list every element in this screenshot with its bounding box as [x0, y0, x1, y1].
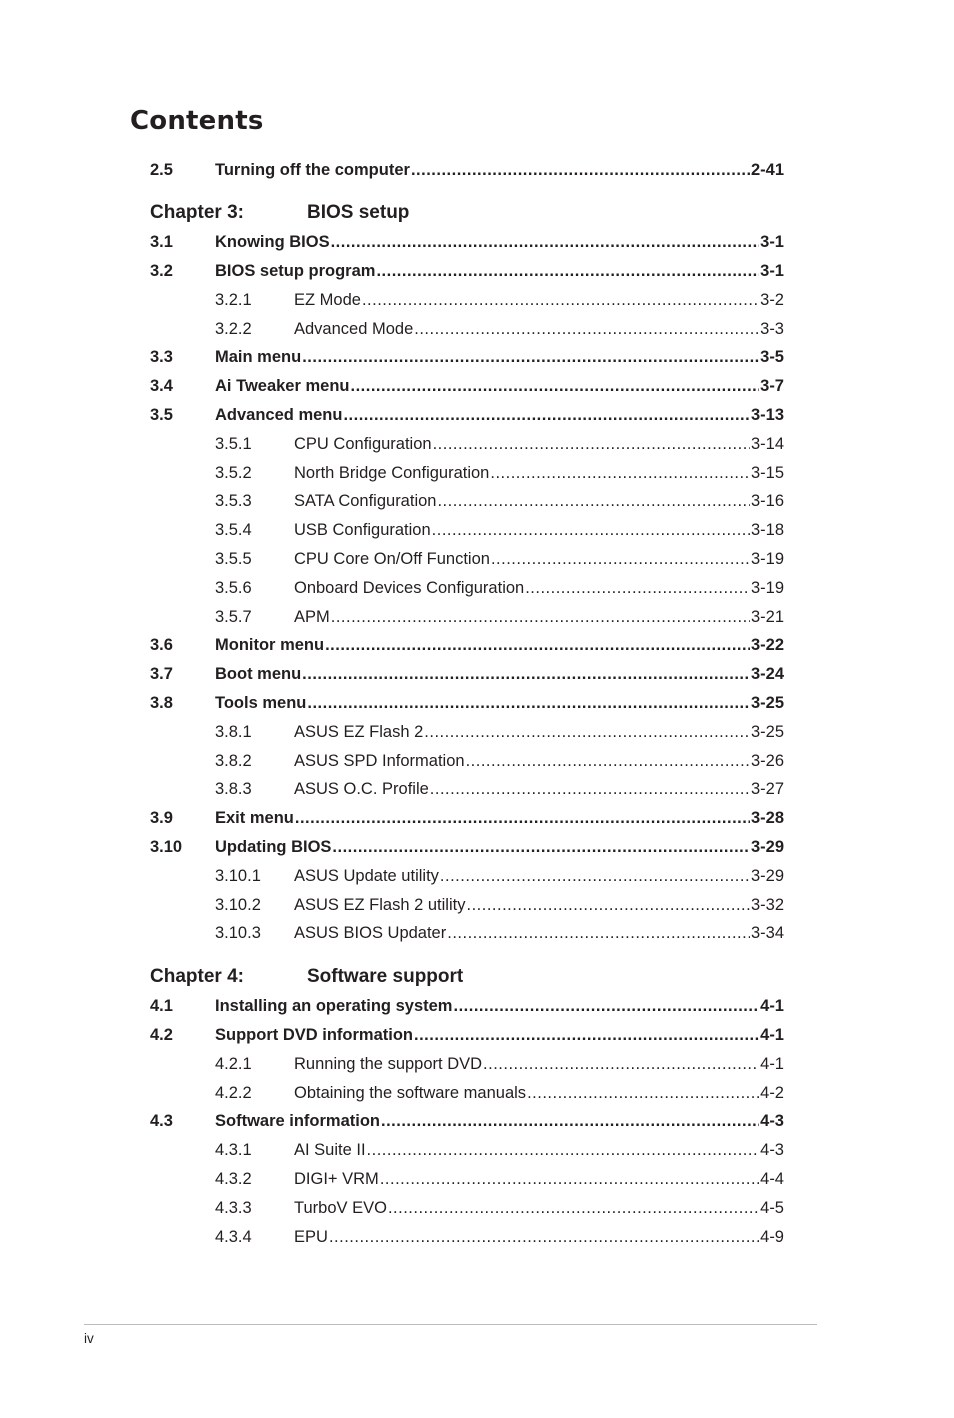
- toc-entry-line: [294, 290, 784, 310]
- toc-entry-line: [294, 1227, 784, 1247]
- toc-entry-number: 3.9: [150, 809, 173, 828]
- toc-entry-title: Support DVD information: [215, 1026, 413, 1045]
- toc-subsection-entry[interactable]: [150, 545, 784, 574]
- toc-entry-number: 4.2.1: [215, 1054, 252, 1073]
- toc-subsection-entry[interactable]: [150, 602, 784, 631]
- dot-leader: [424, 722, 750, 742]
- dot-leader: [343, 405, 750, 425]
- toc-entry-page: 4-1: [760, 997, 784, 1016]
- toc-section-entry[interactable]: [150, 689, 784, 718]
- toc-entry-page: 3-22: [750, 636, 784, 655]
- toc-entry-number: 4.3.4: [215, 1227, 252, 1246]
- toc-entry-number: 4.3.2: [215, 1170, 252, 1188]
- dot-leader: [332, 837, 750, 857]
- toc-entry-page: 4-5: [760, 1198, 784, 1217]
- dot-leader: [325, 635, 750, 655]
- dot-leader: [331, 607, 750, 627]
- toc-subsection-entry[interactable]: [150, 1193, 784, 1222]
- toc-section-entry[interactable]: [150, 372, 784, 401]
- toc-entry-title: ASUS EZ Flash 2 utility: [294, 895, 466, 914]
- toc-entry-page: 3-14: [750, 434, 784, 453]
- toc-entry-title: Main menu: [215, 348, 302, 367]
- toc-entry-number: 3.6: [150, 636, 173, 655]
- dot-leader: [432, 520, 750, 540]
- dot-leader: [331, 232, 760, 252]
- toc-entry-title: North Bridge Configuration: [294, 463, 490, 482]
- toc-entry-line: [294, 895, 784, 915]
- toc-entry-page: 3-13: [750, 406, 784, 425]
- toc-subsection-entry[interactable]: [150, 458, 784, 487]
- toc-section-entry[interactable]: [150, 992, 784, 1021]
- toc-entry-page: 3-5: [760, 348, 784, 367]
- toc-entry-title: Ai Tweaker menu: [215, 377, 350, 396]
- toc-entry-number: 3.5.4: [215, 521, 252, 540]
- toc-subsection-entry[interactable]: [150, 1165, 784, 1194]
- toc-entry-title: Software information: [215, 1112, 381, 1131]
- toc-entry-title: ASUS Update utility: [294, 866, 439, 885]
- dot-leader: [414, 1025, 759, 1045]
- dot-leader: [491, 549, 750, 569]
- toc-entry-title: ASUS BIOS Updater: [294, 924, 447, 943]
- toc-entry-line: [294, 520, 784, 540]
- toc-entry-line: [294, 923, 784, 943]
- toc-entry-number: 4.3.3: [215, 1198, 252, 1217]
- dot-leader: [411, 160, 750, 180]
- toc-entry-line: [215, 1111, 784, 1131]
- toc-entry-number: 3.8.3: [215, 780, 252, 799]
- toc-entry-title: ASUS SPD Information: [294, 751, 465, 770]
- dot-leader: [447, 923, 750, 943]
- toc-entry-number: 3.5.6: [215, 578, 252, 597]
- toc-entry-line: [294, 319, 784, 339]
- toc-entry-page: 3-28: [750, 809, 784, 828]
- toc-section-entry[interactable]: [150, 401, 784, 430]
- toc-section-entry[interactable]: [150, 228, 784, 257]
- toc-entry-title: CPU Configuration: [294, 434, 432, 453]
- dot-leader: [466, 751, 750, 771]
- toc-entry-number: 3.1: [150, 233, 173, 252]
- page-title: Contents: [130, 106, 264, 136]
- toc-entry-number: 3.8.1: [215, 722, 252, 741]
- toc-entry-number: 4.2.2: [215, 1083, 252, 1102]
- toc-entry-line: [215, 261, 784, 281]
- toc-entry-page: 4-4: [760, 1170, 784, 1188]
- toc-entry-page: 3-7: [760, 377, 784, 396]
- toc-section-entry[interactable]: [150, 257, 784, 286]
- toc-entry-title: AI Suite II: [294, 1141, 366, 1160]
- footer-page-number: iv: [84, 1331, 94, 1346]
- dot-leader: [466, 895, 749, 915]
- toc-entry-page: 3-15: [750, 463, 784, 482]
- toc-entry-title: Updating BIOS: [215, 838, 332, 857]
- toc-entry-page: 3-32: [750, 895, 784, 914]
- toc-entry-line: [215, 160, 784, 180]
- toc-entry-page: 3-24: [750, 665, 784, 684]
- dot-leader: [351, 376, 760, 396]
- toc-entry-title: Boot menu: [215, 665, 302, 684]
- toc-entry-page: 4-9: [760, 1227, 784, 1246]
- chapter-heading: [150, 198, 784, 228]
- chapter-name: Software support: [307, 965, 464, 987]
- dot-leader: [527, 1083, 759, 1103]
- toc-entry-line: [294, 1083, 784, 1103]
- toc-entry-page: 4-3: [760, 1141, 784, 1160]
- toc-entry-number: 3.8.2: [215, 751, 252, 770]
- toc-entry-page: 3-34: [750, 924, 784, 943]
- dot-leader: [329, 1227, 759, 1247]
- toc-entry-number: 3.5: [150, 406, 173, 425]
- toc-entry-title: USB Configuration: [294, 521, 431, 540]
- table-of-contents: [150, 155, 784, 1251]
- dot-leader: [380, 1169, 759, 1189]
- toc-entry-page: 3-26: [750, 751, 784, 770]
- toc-entry-page: 3-1: [760, 233, 784, 252]
- toc-entry-line: [294, 491, 784, 511]
- toc-entry-page: 4-1: [760, 1054, 784, 1073]
- toc-entry-title: Knowing BIOS: [215, 233, 330, 252]
- toc-subsection-entry[interactable]: [150, 746, 784, 775]
- toc-entry-number: 3.5.3: [215, 492, 252, 511]
- toc-entry-title: ASUS O.C. Profile: [294, 780, 429, 799]
- toc-subsection-entry[interactable]: [150, 487, 784, 516]
- toc-entry-page: 3-25: [750, 694, 784, 713]
- dot-leader: [440, 866, 750, 886]
- toc-entry-line: [294, 434, 784, 454]
- toc-entry-page: 3-29: [750, 838, 784, 857]
- toc-entry-title: SATA Configuration: [294, 492, 437, 511]
- chapter-name: BIOS setup: [307, 201, 410, 223]
- toc-subsection-entry[interactable]: [150, 429, 784, 458]
- toc-entry-page: 3-3: [760, 319, 784, 338]
- toc-entry-line: [215, 996, 784, 1016]
- chapter-label: Chapter 4:: [150, 965, 244, 987]
- toc-entry-line: [294, 1169, 784, 1189]
- toc-entry-line: [215, 376, 784, 396]
- toc-entry-line: [294, 463, 784, 483]
- toc-entry-line: [215, 664, 784, 684]
- toc-subsection-entry[interactable]: [150, 919, 784, 948]
- toc-subsection-entry[interactable]: [150, 1049, 784, 1078]
- toc-entry-number: 3.5.5: [215, 550, 252, 569]
- toc-entry-title: Exit menu: [215, 809, 294, 828]
- toc-section-entry[interactable]: [150, 1021, 784, 1050]
- toc-entry-line: [294, 722, 784, 742]
- chapter-label: Chapter 3:: [150, 201, 244, 223]
- toc-entry-number: 3.4: [150, 377, 173, 396]
- toc-entry-line: [294, 751, 784, 771]
- toc-entry-title: Advanced menu: [215, 406, 343, 425]
- toc-entry-title: ASUS EZ Flash 2: [294, 722, 424, 741]
- toc-entry-line: [294, 607, 784, 627]
- toc-subsection-entry[interactable]: [150, 1222, 784, 1251]
- dot-leader: [376, 261, 759, 281]
- toc-entry-line: [215, 808, 784, 828]
- toc-entry-title: Obtaining the software manuals: [294, 1083, 527, 1102]
- chapter-spacer: [150, 948, 784, 962]
- dot-leader: [430, 779, 750, 799]
- toc-entry-number: 3.7: [150, 665, 173, 684]
- toc-entry-line: [294, 1198, 784, 1218]
- toc-entry-line: [215, 232, 784, 252]
- toc-entry-page: 3-19: [750, 578, 784, 597]
- toc-entry-number: 3.8: [150, 694, 173, 713]
- dot-leader: [367, 1140, 760, 1160]
- toc-subsection-entry[interactable]: [150, 1136, 784, 1165]
- toc-entry-title: TurboV EVO: [294, 1198, 387, 1217]
- toc-entry-number: 3.2: [150, 262, 173, 281]
- toc-subsection-entry[interactable]: [150, 573, 784, 602]
- toc-entry-title: EPU: [294, 1227, 328, 1246]
- toc-subsection-entry[interactable]: [150, 861, 784, 890]
- toc-entry-title: APM: [294, 607, 330, 626]
- toc-entry-number: 3.2.2: [215, 319, 252, 338]
- toc-entry-line: [215, 837, 784, 857]
- toc-section-entry[interactable]: [150, 1107, 784, 1136]
- toc-entry-line: [294, 578, 784, 598]
- toc-entry-title: Onboard Devices Configuration: [294, 578, 525, 597]
- toc-entry-number: 4.1: [150, 997, 173, 1016]
- toc-entry-number: 3.2.1: [215, 290, 252, 309]
- toc-entry-page: 4-2: [760, 1083, 784, 1102]
- toc-entry-number: 2.5: [150, 160, 173, 179]
- dot-leader: [307, 693, 750, 713]
- toc-entry-page: 3-29: [750, 866, 784, 885]
- toc-entry-number: 3.10.2: [215, 895, 261, 914]
- toc-entry-line: [215, 405, 784, 425]
- toc-entry-title: Installing an operating system: [215, 997, 453, 1016]
- toc-entry-number: 4.3.1: [215, 1141, 252, 1160]
- toc-entry-title: DIGI+ VRM: [294, 1170, 379, 1188]
- toc-entry-line: [294, 866, 784, 886]
- toc-subsection-entry[interactable]: [150, 775, 784, 804]
- chapter-heading: [150, 962, 784, 992]
- toc-entry-title: EZ Mode: [294, 290, 361, 309]
- toc-entry-line: [294, 1140, 784, 1160]
- toc-entry-title: CPU Core On/Off Function: [294, 550, 490, 569]
- footer-divider: [84, 1324, 817, 1325]
- toc-entry-number: 4.2: [150, 1026, 173, 1045]
- dot-leader: [414, 319, 759, 339]
- toc-subsection-entry[interactable]: [150, 285, 784, 314]
- toc-section-entry[interactable]: [150, 804, 784, 833]
- dot-leader: [302, 664, 750, 684]
- toc-entry-number: 3.10.3: [215, 924, 261, 943]
- toc-entry-line: [294, 549, 784, 569]
- toc-entry-number: 3.10.1: [215, 866, 261, 885]
- toc-entry-line: [215, 1025, 784, 1045]
- toc-entry-line: [215, 635, 784, 655]
- toc-subsection-entry[interactable]: [150, 890, 784, 919]
- toc-section-entry[interactable]: [150, 155, 784, 184]
- toc-subsection-entry[interactable]: [150, 314, 784, 343]
- dot-leader: [490, 463, 750, 483]
- toc-entry-title: Turning off the computer: [215, 160, 410, 179]
- chapter-spacer: [150, 184, 784, 198]
- toc-entry-page: 4-3: [760, 1112, 784, 1131]
- toc-entry-page: 3-19: [750, 550, 784, 569]
- toc-entry-page: 3-18: [750, 521, 784, 540]
- toc-section-entry[interactable]: [150, 631, 784, 660]
- toc-entry-page: 3-1: [760, 262, 784, 281]
- toc-entry-line: [215, 693, 784, 713]
- toc-entry-page: 3-2: [760, 290, 784, 309]
- toc-entry-line: [215, 347, 784, 367]
- toc-entry-line: [294, 1054, 784, 1074]
- toc-entry-number: 3.3: [150, 348, 173, 367]
- dot-leader: [362, 290, 759, 310]
- toc-entry-title: Monitor menu: [215, 636, 325, 655]
- toc-subsection-entry[interactable]: [150, 516, 784, 545]
- dot-leader: [381, 1111, 759, 1131]
- toc-entry-line: [294, 779, 784, 799]
- dot-leader: [295, 808, 750, 828]
- toc-entry-title: Advanced Mode: [294, 319, 414, 338]
- dot-leader: [483, 1054, 759, 1074]
- toc-subsection-entry[interactable]: [150, 717, 784, 746]
- toc-section-entry[interactable]: [150, 343, 784, 372]
- toc-section-entry[interactable]: [150, 660, 784, 689]
- toc-entry-page: 4-1: [760, 1026, 784, 1045]
- toc-entry-number: 3.5.2: [215, 463, 252, 482]
- toc-entry-page: 3-16: [750, 492, 784, 511]
- toc-entry-title: BIOS setup program: [215, 262, 376, 281]
- toc-entry-number: 3.10: [150, 838, 183, 857]
- dot-leader: [388, 1198, 759, 1218]
- toc-entry-number: 3.5.7: [215, 607, 252, 626]
- toc-entry-page: 2-41: [750, 160, 784, 179]
- toc-section-entry[interactable]: [150, 833, 784, 862]
- toc-entry-number: 4.3: [150, 1112, 173, 1131]
- toc-entry-page: 3-27: [750, 780, 784, 799]
- toc-entry-title: Tools menu: [215, 694, 307, 713]
- dot-leader: [525, 578, 750, 598]
- dot-leader: [453, 996, 759, 1016]
- toc-entry-number: 3.5.1: [215, 434, 252, 453]
- toc-entry-title: Running the support DVD: [294, 1054, 483, 1073]
- dot-leader: [302, 347, 759, 367]
- dot-leader: [437, 491, 750, 511]
- toc-subsection-entry[interactable]: [150, 1078, 784, 1107]
- dot-leader: [433, 434, 750, 454]
- toc-entry-page: 3-25: [750, 722, 784, 741]
- toc-entry-page: 3-21: [750, 607, 784, 626]
